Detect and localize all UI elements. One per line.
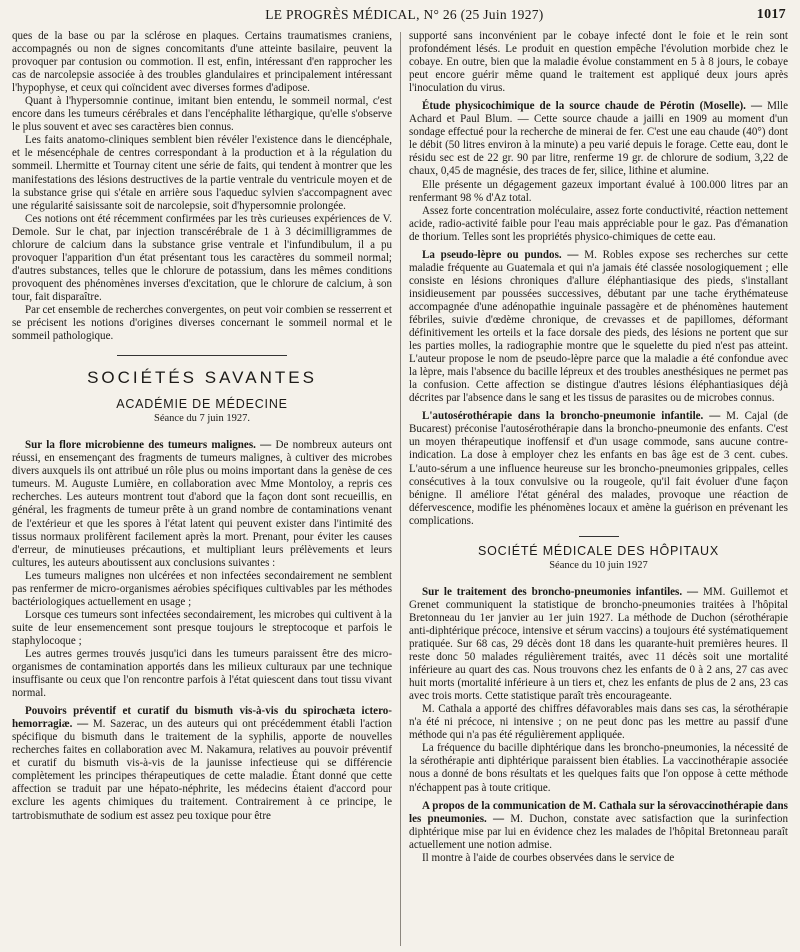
column-divider xyxy=(400,32,401,946)
academy-session-date: Séance du 7 juin 1927. xyxy=(154,413,250,425)
article-heading: Sur la flore microbienne des tumeurs malignes. — xyxy=(25,439,272,452)
article-flore-microbienne xyxy=(12,439,392,569)
page-header xyxy=(12,4,786,26)
article-heading: Étude physicochimique de la source chaude de Pérotin (Moselle). — xyxy=(422,100,763,113)
section-divider xyxy=(579,536,619,537)
paragraph: Quant à l'hypersomnie continue, imitant bien entendu, le sommeil normal, c'est encore dans les tumeurs cérébrales et dans l'encéphalite léthargique, qu'elle s'observe le plus souvent et avec ses caractères bien connus. xyxy=(12,95,392,134)
article-serovaccinotherapie xyxy=(409,800,788,852)
paragraph: Assez forte concentration moléculaire, assez forte conductivité, réaction nettement acide, radio-activité faible pour l'eau mais appréciable pour le gaz. Pas d'émanation de thorium. Telles sont les propriétés physico-chimiques de cette eau. xyxy=(409,204,788,243)
paragraph: supporté sans inconvénient par le cobaye infecté dont le foie et le rein sont profondément lésés. Le produit en question empêche l'évolution morbide chez le cobaye. En outre, bien que la maladie évolue constamment en 5 à 8 jours, le cobaye peut encore guérir même quand le traitement est appliqué deux jours après l'inoculation du virus. xyxy=(409,30,788,95)
article-pseudo-lepre xyxy=(409,249,788,406)
paragraph: ques de la base ou par la sclérose en plaques. Certains traumatismes craniens, accompagnés ou non de signes concomitants d'une atteinte basilaire, peuvent la provoquer par contusion ou commotion. Il est, enfin, intéressant d'en rapprocher les cas de narcolepsie associée à des troubles glandulaires et principalement intéressant l'hypophyse, et ceux qui coïncident avec diverses formes d'adipose. xyxy=(12,30,392,95)
article-broncho-pneumonies xyxy=(409,586,788,703)
page-number: 1017 xyxy=(756,7,786,22)
article-body: M. Cajal (de Bucarest) préconise l'autosérothérapie dans la broncho-pneumonie des enfants. C'est un moyen thérapeutique inoffensif et d'un usage commode, sans aucune contre-indication. La dose à employer chez les enfants en bas âge est de 3 cent. cubes. L'auto-sérum a une influence heureuse sur les broncho-pneumonies grippales, celles consécutives à la toux convulsive ou la rougeole, qu'il fait évoluer d'une façon bénigne. Il améliore l'état général des malades, provoque une réaction de défervescence, modifie les phénomènes locaux et amène la guérison en prévenant les complications. xyxy=(409,410,788,527)
paragraph: M. Cathala a apporté des chiffres défavorables mais dans ses cas, la sérothérapie n'a été ni précoce, ni intensive ; on ne peut donc pas les mettre au passif d'une méthode qui n'a pas été régulièrement appliquée. xyxy=(409,703,788,742)
paragraph: Par cet ensemble de recherches convergentes, on peut voir combien se resserrent et se précisent les notions d'origines diverses concernant le sommeil normal et le sommeil pathologique. xyxy=(12,303,392,343)
academy-heading: ACADÉMIE DE MÉDECINE xyxy=(116,397,288,412)
article-heading: L'autosérothérapie dans la broncho-pneumonie infantile. — xyxy=(422,410,721,423)
article-body: M. Sazerac, un des auteurs qui ont précédemment établi l'action spécifique du bismuth dans le traitement de la syphilis, apporte de nouvelles recherches faites en collaboration avec M. Nakamura, relatives au pouvoir préventif et curatif du bismuth vis-à-vis de la jaunisse infectieuse qui se différencie complètement les principes thérapeutiques de cette maladie. Étant donné que cette affection se traduit par une hépato-néphrite, les médecins étaient d'accord pour exclure les agents chimiques du traitement. Contrairement à ce principe, le tartrobismuthate de sodium est assez peu toxique pour être xyxy=(12,718,392,822)
paragraph: La fréquence du bacille diphtérique dans les broncho-pneumonies, la nécessité de la sérothérapie anti diphtérique paraissent bien établies. La vaccinothérapie associée nous a donné de bons résultats et les quelques faits que l'on oppose à cette méthode n'échappent pas à toute critique. xyxy=(409,742,788,794)
society-session-date: Séance du 10 juin 1927 xyxy=(549,559,648,571)
right-column xyxy=(409,30,788,948)
article-body: MM. Guillemot et Grenet communiquent la statistique de broncho-pneumonies traitées à l'hôpital Bretonneau du 1er janvier au 1er juin 1927. La méthode de Duchon (sérothérapie anti-diphtérique précoce, intensive et sérum vaccins) a toujours été systématiquement pratiquée. Sur 68 cas, 29 décès dont 18 dans les quarante-huit premières heures. Il reste donc 50 malades régulièrement traités, avec 11 décès soit une mortalité inférieure au quart des cas. Nous trouvons chez les enfants de 0 à 2 ans, 27 cas avec huit morts (mortalité inférieure à un tiers et, chez les enfants de plus de 2 ans, 23 cas avec trois morts. Cette statistique paraît très encourageante. xyxy=(409,585,788,703)
article-heading: Pouvoirs préventif et curatif du bismuth vis-à-vis du spirochæta ictero-hemorragiæ. — xyxy=(12,705,392,731)
article-body: M. Duchon, constate avec satisfaction que la surinfection diphtérique mise par lui en évidence chez les malades de l'hôpital Bretonneau paraît actuellement une notion admise. xyxy=(409,812,788,851)
paragraph: Elle présente un dégagement gazeux important évalué à 100.000 litres par an renfermant 98 % d'Az total. xyxy=(409,178,788,204)
conclusion-item: Les autres germes trouvés jusqu'ici dans les tumeurs paraissent être des micro-organismes de contamination apportés dans les milieux culturaux par une technique insuffisante ou ceux que l'on rencontre parfois à l'état quiescent dans tout tissu vivant normal. xyxy=(12,647,392,700)
paragraph: Il montre à l'aide de courbes observées dans le service de xyxy=(422,851,675,864)
article-bismuth xyxy=(12,705,392,822)
society-heading: SOCIÉTÉ MÉDICALE DES HÔPITAUX xyxy=(477,543,720,558)
conclusion-item: Les tumeurs malignes non ulcérées et non infectées secondairement ne semblent pas renfermer de micro-organismes aérobies spécifiques cultivables par les méthodes bactériologiques actuellement en usage ; xyxy=(12,569,392,608)
article-source-perotin xyxy=(409,100,788,178)
article-heading: La pseudo-lèpre ou pundos. — xyxy=(422,248,579,261)
article-heading: Sur le traitement des broncho-pneumonies infantiles. — xyxy=(422,585,699,598)
article-body: Mlle Achard et Paul Blum. — Cette source chaude a jailli en 1909 au moment d'un sondage effectué pour la recherche de minerai de fer. C'est une eau chaude (40°) dont le débit (50 litres environ à la minute) a peu varié depuis le forage. Cette eau, dont le résidu sec est de 22 gr. 90 par litre, renferme 19 gr. de chlorure de sodium, 3,22 de chaux, 0,45 de magnésie, des traces de fer, silice, lithine et alumine. xyxy=(409,100,788,178)
paragraph: Ces notions ont été récemment confirmées par les très curieuses expériences de V. Demole. Sur le chat, par injection transcérébrale de 1 à 3 décimilligrammes de chlorure de calcium dans la substance grise ventrale et l'infundibulum, il a pu provoquer l'apparition d'un état présentant tous les caractères du sommeil normal; d'autres substances, telles que le chlorure de potassium, dans les mêmes conditions provoquent des phénomènes inverses d'excitation, que le chlorure de calcium, à son tour, fait disparaître. xyxy=(12,212,392,303)
article-body: M. Robles expose ses recherches sur cette maladie fréquente au Guatemala et qui n'a jamais été classée nosologiquement ; elle consiste en lésions chroniques d'allure éléphantiasique des pieds, s'installant insidieusement par poussées successives, débutant par une tache érythémateuse accompagnée d'une adénopathie inguinale passagère et de phénomènes hautement fébriles, suivie d'œdème chronique, de crevasses et de papillomes, déformant définitivement les orteils et la face dorsale des pieds, des lésions ne portent que sur les parties molles, la radiographie montre que le squelette du pied n'est pas atteint. L'auteur propose le nom de pseudo-lèpre parce que la maladie a été confondue avec la lèpre, mais l'absence du bacille lépreux et des troubles anesthésiques ne permet pas la confusion. Cette affection se distingue d'autres lésions éléphantiasiques déjà décrites par l'absence dans le sang et les tissus de parasites ou de microbes connus. xyxy=(409,248,788,405)
article-heading: A propos de la communication de M. Cathala sur la sérovaccinothérapie dans les pneumonies. — xyxy=(409,799,788,825)
journal-running-title: LE PROGRÈS MÉDICAL, N° 26 (25 Juin 1927) xyxy=(265,7,544,22)
section-divider xyxy=(117,355,287,356)
article-autoserotherapie xyxy=(409,410,788,527)
paragraph: Les faits anatomo-cliniques semblent bien révéler l'existence dans le diencéphale, et le mésencéphale de centres correspondant à la production et à la régulation du sommeil. Lhermitte et Tournay citent une série de faits, qui tendent à montrer que les manifestations des lésions destructives de la partie ventrale du ventricule moyen et de la substance grise qui s'étale en arrière sous l'aqueduc sylvien s'accompagnent avec une régularité saisissante soit de narcolepsie, soit d'hypersomnie prolongée. xyxy=(12,134,392,212)
left-column xyxy=(12,30,392,948)
article-body: De nombreux auteurs ont réussi, en ensemençant des fragments de tumeurs malignes, à cultiver des microbes divers auxquels ils ont attribué un rôle plus ou moins important dans la genèse de ces tumeurs. M. Auguste Lumière, en collaboration avec Mme Montoloy, a repris ces recherches. Les auteurs montrent tout d'abord que la façon dont sont recueillis, en général, les fragments de tumeur prête à un grand nombre de contaminations venant de l'extérieur et que les spores à l'état latent qui peuvent exister dans l'intimité des tissus normaux prolifèrent facilement après la mort. Prenant, pour éviter les causes d'erreur, de minutieuses précautions, et multipliant leurs prélèvements et leurs cultures, les auteurs aboutissent aux conclusions suivantes : xyxy=(12,439,392,569)
section-title: SOCIÉTÉS SAVANTES xyxy=(87,368,317,388)
conclusion-item: Lorsque ces tumeurs sont infectées secondairement, les microbes qui cultivent à la suite de leur ensemencement sont presque toujours le streptocoque et parfois le staphylocoque ; xyxy=(12,608,392,647)
